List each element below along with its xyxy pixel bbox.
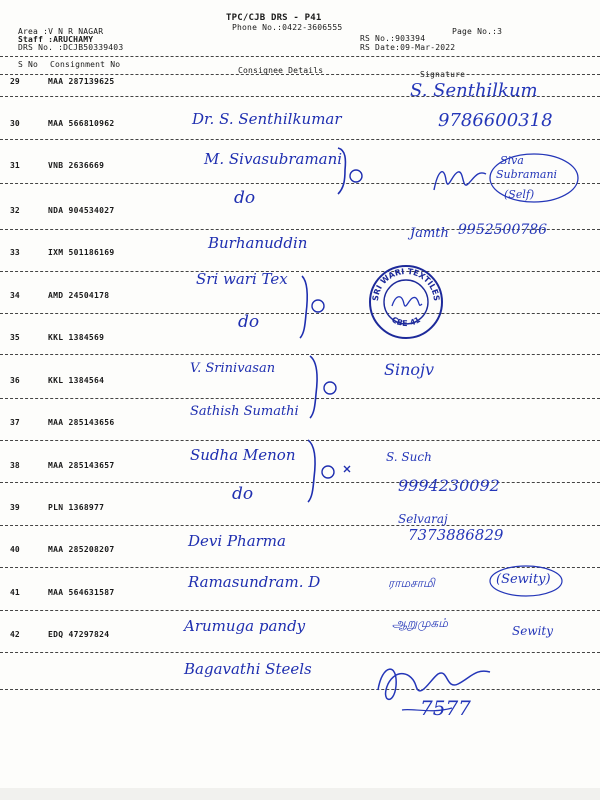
signature-jamth: Jamth	[410, 226, 449, 241]
page-number: Page No.:3	[452, 27, 503, 36]
phone-number-handwritten: 7373886829	[408, 526, 504, 544]
signature-sinojv: Sinojv	[384, 360, 435, 379]
row-sno: 41	[10, 588, 20, 597]
handwritten-consignee: Arumuga pandy	[184, 617, 306, 635]
row-sno: 29	[10, 77, 20, 86]
signature-sivasubramani-2: Subramani	[496, 168, 558, 181]
handwritten-consignee: Sri wari Tex	[196, 270, 288, 288]
row-sno: 37	[10, 418, 20, 427]
stamp-top-text: SRI WARI TEXTILES	[370, 266, 442, 302]
row-divider	[0, 482, 600, 483]
handwritten-consignee: do	[234, 188, 256, 208]
row-divider	[0, 689, 600, 690]
handwritten-consignee: Devi Pharma	[188, 532, 286, 550]
signature-sewity: (Sewity)	[496, 572, 551, 587]
signature-oval	[486, 150, 586, 210]
signature-scribble	[430, 160, 490, 200]
phone-number-handwritten: 9994230092	[398, 476, 500, 495]
column-consignee: Consignee Details	[238, 66, 324, 75]
row-divider	[0, 525, 600, 526]
phone-number-handwritten: 9952500786	[458, 222, 548, 238]
header-rule-bottom	[0, 74, 600, 75]
staff-label: Staff :ARUCHAMY	[18, 35, 94, 44]
handwritten-consignee: Sathish Sumathi	[190, 404, 299, 419]
row-sno: 31	[10, 161, 20, 170]
handwritten-consignee: Sudha Menon	[190, 446, 296, 464]
row-sno: 40	[10, 545, 20, 554]
rs-date: RS Date:09-Mar-2022	[360, 43, 456, 52]
row-divider	[0, 271, 600, 272]
row-sno: 35	[10, 333, 20, 342]
row-consignment: MAA 285143657	[48, 461, 115, 470]
handwritten-consignee: Burhanuddin	[208, 234, 308, 252]
row-divider	[0, 139, 600, 140]
row-divider	[0, 610, 600, 611]
phone-number-handwritten: 7577	[420, 696, 471, 720]
row-consignment: MAA 287139625	[48, 77, 115, 86]
svg-text:SRI WARI TEXTILES	[371, 267, 441, 302]
row-sno: 39	[10, 503, 20, 512]
svg-text:CBE-41	[390, 315, 422, 328]
column-consignment: Consignment No	[50, 60, 121, 69]
row-consignment: MAA 566810962	[48, 119, 115, 128]
handwritten-consignee: Dr. S. Senthilkumar	[192, 110, 342, 128]
handwritten-consignee: do	[238, 312, 260, 332]
column-sno: S No	[18, 60, 39, 69]
row-divider	[0, 652, 600, 653]
handwritten-consignee: V. Srinivasan	[190, 361, 276, 376]
signature-s-such: S. Such	[386, 450, 432, 464]
row-sno: 42	[10, 630, 20, 639]
bracket-mark	[306, 354, 340, 420]
row-divider	[0, 398, 600, 399]
row-sno: 36	[10, 376, 20, 385]
page-bottom-edge	[0, 788, 600, 800]
row-consignment: VNB 2636669	[48, 161, 105, 170]
signature-senthilkumar: S. Senthilkum	[410, 80, 538, 101]
handwritten-consignee: M. Sivasubramani	[204, 150, 343, 168]
row-consignment: MAA 564631587	[48, 588, 115, 597]
row-consignment: NDA 904534027	[48, 206, 115, 215]
column-signature: Signature	[420, 70, 466, 79]
signature-selvaraj: Selvaraj	[398, 512, 448, 526]
row-consignment: PLN 1368977	[48, 503, 105, 512]
row-consignment: EDQ 47297824	[48, 630, 110, 639]
row-sno: 34	[10, 291, 20, 300]
row-sno: 32	[10, 206, 20, 215]
row-consignment: MAA 285208207	[48, 545, 115, 554]
handwritten-consignee: Ramasundram. D	[188, 573, 321, 591]
area-label: Area :V N R NAGAR	[18, 27, 104, 36]
stamp-bottom-text: CBE-41	[389, 315, 423, 329]
handwritten-consignee: Bagavathi Steels	[184, 660, 312, 678]
signature-sivasubramani: Siva	[500, 154, 524, 167]
row-sno: 38	[10, 461, 20, 470]
row-consignment: IXM 501186169	[48, 248, 115, 257]
drs-number: DRS No. :DCJB50339403	[18, 43, 124, 52]
document-title: TPC/CJB DRS - P41	[226, 13, 322, 23]
row-divider	[0, 354, 600, 355]
row-consignment: KKL 1384564	[48, 376, 105, 385]
header-rule-top	[0, 56, 600, 57]
row-divider	[0, 440, 600, 441]
row-sno: 30	[10, 119, 20, 128]
bracket-mark	[304, 438, 354, 504]
row-consignment: MAA 285143656	[48, 418, 115, 427]
bracket-mark	[296, 274, 330, 340]
signature-tamil: ராமசாமி	[388, 576, 435, 590]
signature-oval	[488, 564, 568, 600]
signature-sewity: Sewity	[512, 624, 554, 638]
handwritten-consignee: do	[232, 484, 254, 504]
row-consignment: KKL 1384569	[48, 333, 105, 342]
bracket-mark	[336, 146, 366, 196]
row-sno: 33	[10, 248, 20, 257]
signature-tamil: ஆறுமுகம்	[392, 616, 448, 630]
rs-number: RS No.:903394	[360, 34, 426, 43]
company-stamp	[368, 264, 444, 340]
phone-number: Phone No.:0422-3606555	[232, 23, 343, 32]
signature-self-note: (Self)	[504, 188, 535, 201]
row-consignment: AMD 24504178	[48, 291, 110, 300]
phone-number-handwritten: 9786600318	[438, 110, 553, 131]
